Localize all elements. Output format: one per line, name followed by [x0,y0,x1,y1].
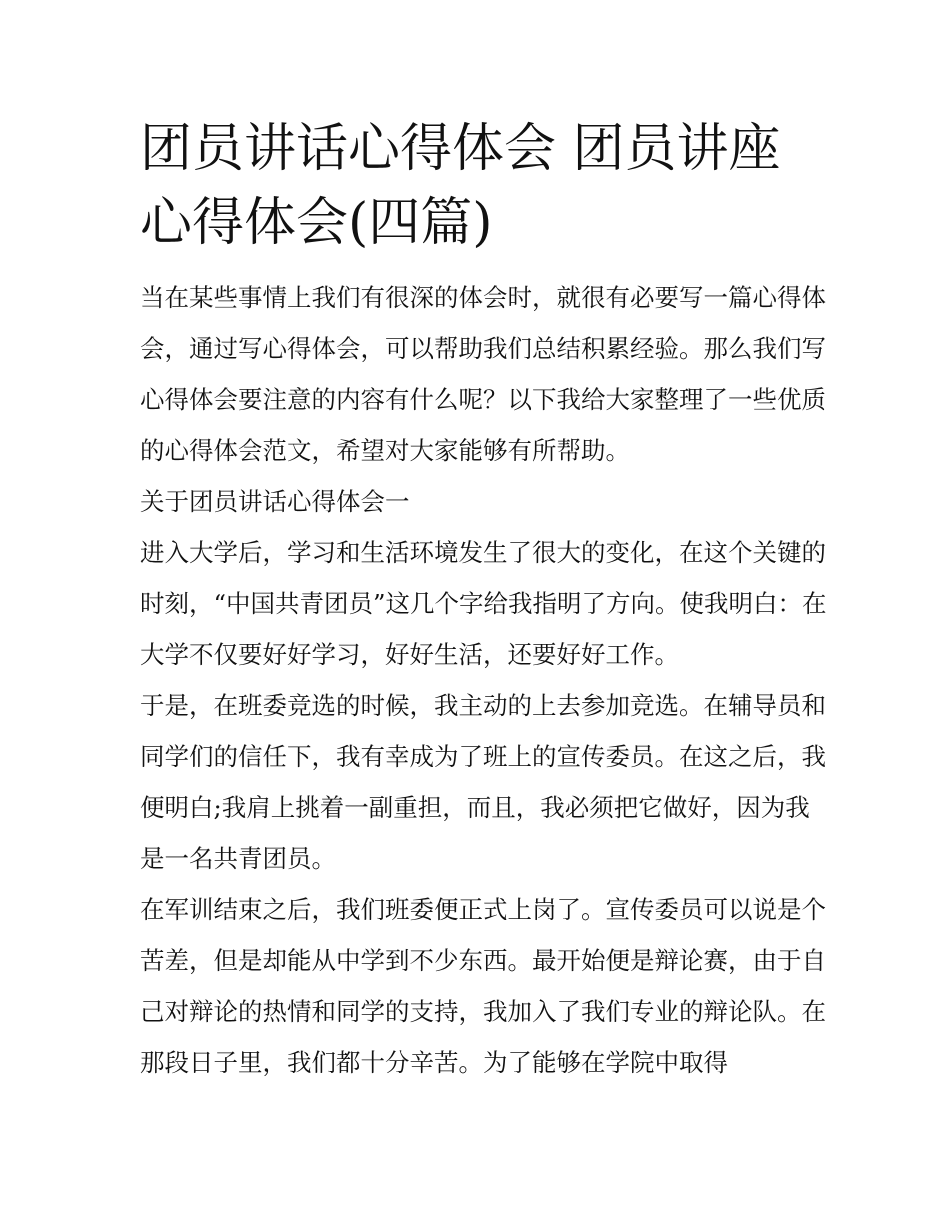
paragraph-intro: 当在某些事情上我们有很深的体会时，就很有必要写一篇心得体会，通过写心得体会，可以帮助我们总结积累经验。那么我们写心得体会要注意的内容有什么呢？以下我给大家整理了一些优质的心得体会范文，希望对大家能够有所帮助。 [140,283,826,465]
paragraph: 在军训结束之后，我们班委便正式上岗了。宣传委员可以说是个苦差，但是却能从中学到不少东西。最开始便是辩论赛，由于自己对辩论的热情和同学的支持，我加入了我们专业的辩论队。在那段日子里，我们都十分辛苦。为了能够在学院中取得 [140,895,826,1077]
document-title: 团员讲话心得体会 团员讲座心得体会(四篇) [140,119,781,253]
document-body [140,272,830,1088]
paragraph: 进入大学后，学习和生活环境发生了很大的变化，在这个关键的时刻，“中国共青团员”这几个字给我指明了方向。使我明白：在大学不仅要好好学习，好好生活，还要好好工作。 [140,538,827,669]
section-heading: 关于团员讲话心得体会一 [140,487,410,516]
paragraph: 于是，在班委竞选的时候，我主动的上去参加竞选。在辅导员和同学们的信任下，我有幸成为了班上的宣传委员。在这之后，我便明白;我肩上挑着一副重担，而且，我必须把它做好，因为我是一名共青团员。 [140,691,826,873]
